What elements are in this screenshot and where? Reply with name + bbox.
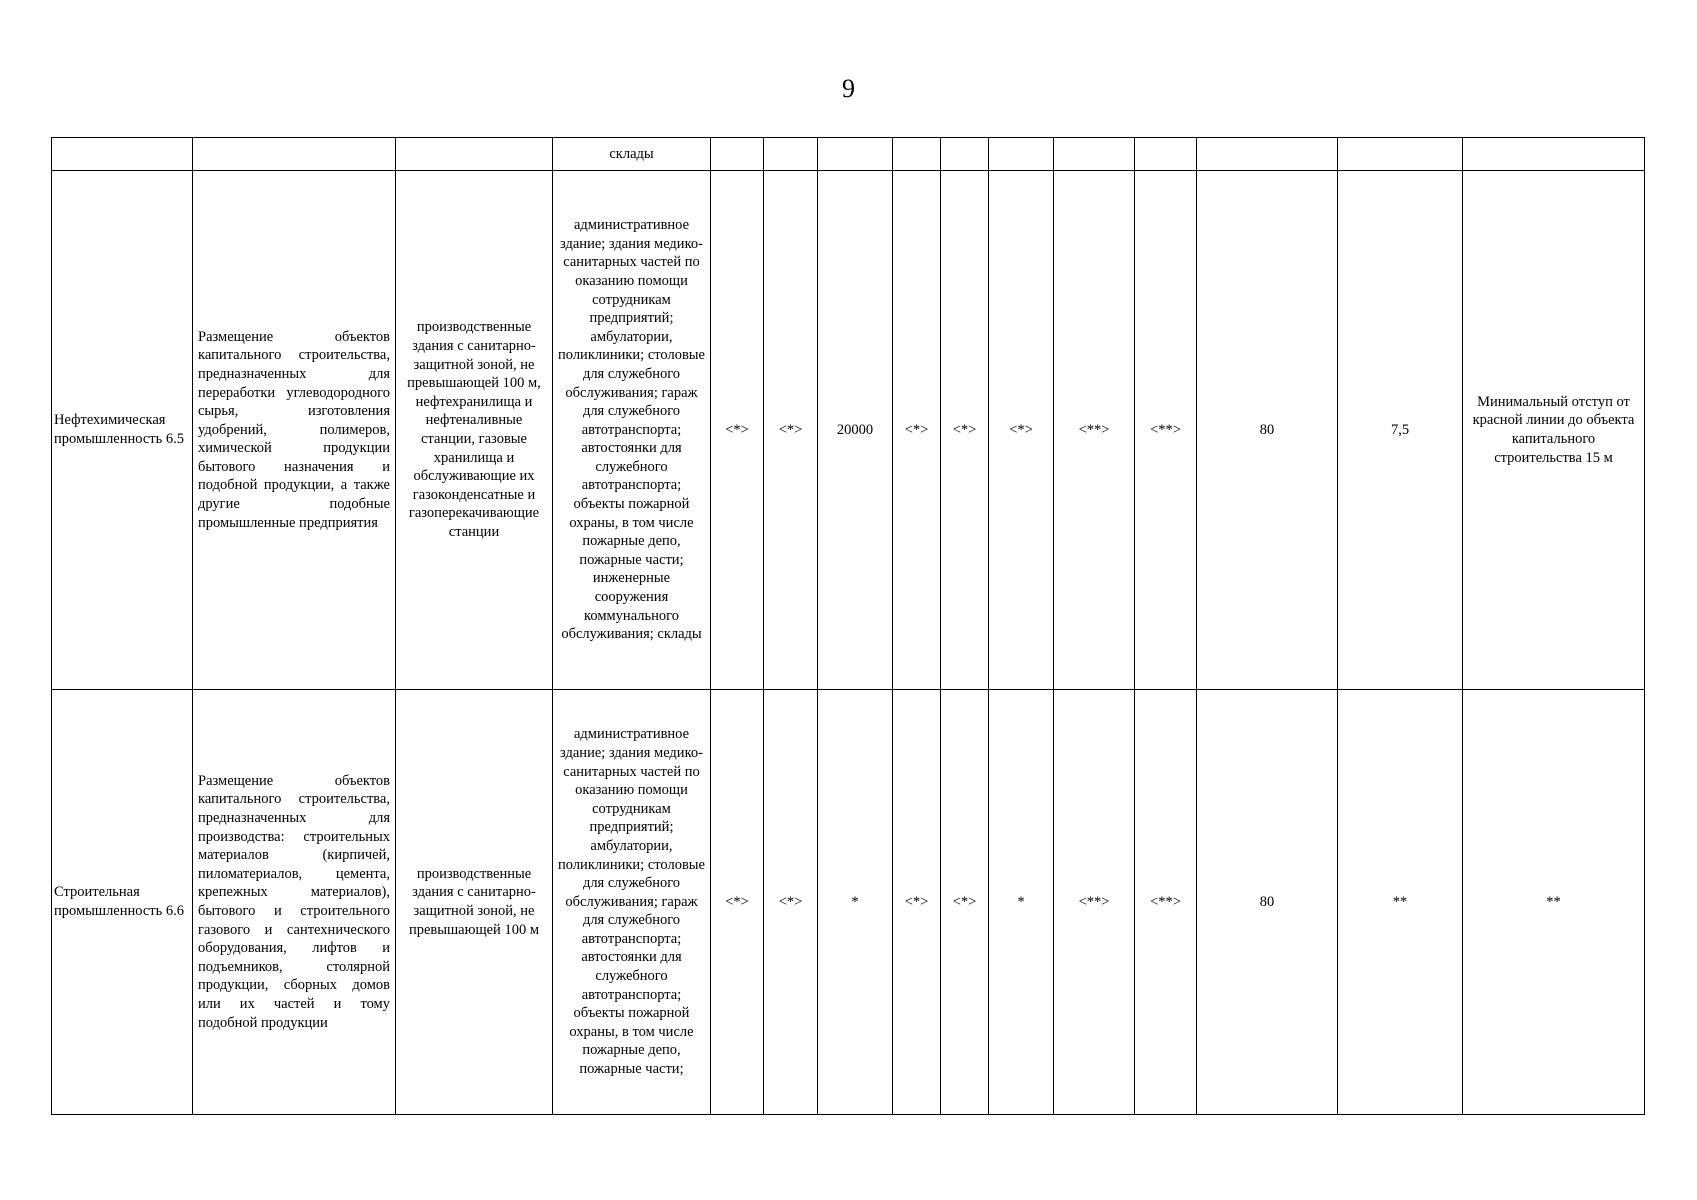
cell-use-type: Строительная промышленность 6.6: [52, 690, 193, 1115]
cell-param-1: <*>: [711, 171, 764, 690]
cell-empty: [818, 138, 893, 171]
cell-auxiliary-uses: административное здание; здания медико-санитарных частей по оказанию помощи сотрудникам предприятий; амбулатории, поликлиники; столовые для служебного обслуживания; гараж для служебного автотранспорта; автостоянки для служебного автотранспорта; объекты пожарной охраны, в том числе пожарные депо, пожарные части; инженерные сооружения коммунального обслуживания; склады: [553, 171, 711, 690]
cell-auxiliary-uses: административное здание; здания медико-санитарных частей по оказанию помощи сотрудникам предприятий; амбулатории, поликлиники; столовые для служебного обслуживания; гараж для служебного автотранспорта; автостоянки для служебного автотранспорта; объекты пожарной охраны, в том числе пожарные депо, пожарные части;: [553, 690, 711, 1115]
cell-main-uses: производственные здания с санитарно-защитной зоной, не превышающей 100 м: [396, 690, 553, 1115]
cell-auxiliary-uses-tail: склады: [553, 138, 711, 171]
cell-param-10: 7,5: [1338, 171, 1463, 690]
cell-notes: **: [1463, 690, 1645, 1115]
table-row-continuation: [52, 138, 1645, 171]
cell-empty: [1338, 138, 1463, 171]
cell-param-8: <**>: [1135, 690, 1197, 1115]
table-row-construction: [52, 690, 1645, 1115]
cell-empty: [941, 138, 989, 171]
cell-param-9: 80: [1197, 171, 1338, 690]
cell-param-7: <**>: [1054, 690, 1135, 1115]
cell-param-4: <*>: [893, 690, 941, 1115]
table-row-petrochemical: [52, 171, 1645, 690]
cell-param-8: <**>: [1135, 171, 1197, 690]
cell-empty: [1054, 138, 1135, 171]
cell-empty: [764, 138, 818, 171]
cell-param-5: <*>: [941, 690, 989, 1115]
cell-description: Размещение объектов капитального строительства, предназначенных для производства: строительных материалов (кирпичей, пиломатериалов, цемента, крепежных материалов), бытового и строительного газового и сантехнического оборудования, лифтов и подъемников, столярной продукции, сборных домов или их частей и тому подобной продукции: [193, 690, 396, 1115]
cell-param-2: <*>: [764, 171, 818, 690]
cell-param-6: <*>: [989, 171, 1054, 690]
cell-empty: [52, 138, 193, 171]
cell-param-2: <*>: [764, 690, 818, 1115]
cell-empty: [711, 138, 764, 171]
cell-use-type: Нефтехимическая промышленность 6.5: [52, 171, 193, 690]
cell-param-7: <**>: [1054, 171, 1135, 690]
cell-main-uses: производственные здания с санитарно-защитной зоной, не превышающей 100 м, нефтехранилища и нефтеналивные станции, газовые хранилища и обслуживающие их газоконденсатные и газоперекачивающие станции: [396, 171, 553, 690]
cell-empty: [989, 138, 1054, 171]
cell-param-10: **: [1338, 690, 1463, 1115]
cell-empty: [193, 138, 396, 171]
cell-empty: [1135, 138, 1197, 171]
cell-param-3: *: [818, 690, 893, 1115]
page-number: 9: [842, 74, 855, 103]
cell-param-1: <*>: [711, 690, 764, 1115]
cell-param-3: 20000: [818, 171, 893, 690]
cell-param-4: <*>: [893, 171, 941, 690]
cell-param-6: *: [989, 690, 1054, 1115]
zoning-regulations-table: [51, 137, 1645, 1115]
cell-empty: [893, 138, 941, 171]
cell-empty: [1463, 138, 1645, 171]
cell-param-5: <*>: [941, 171, 989, 690]
cell-description: Размещение объектов капитального строительства, предназначенных для переработки углеводородного сырья, изготовления удобрений, полимеров, химической продукции бытового назначения и подобной продукции, а также другие подобные промышленные предприятия: [193, 171, 396, 690]
cell-empty: [396, 138, 553, 171]
cell-param-9: 80: [1197, 690, 1338, 1115]
cell-empty: [1197, 138, 1338, 171]
cell-notes: Минимальный отступ от красной линии до объекта капитального строительства 15 м: [1463, 171, 1645, 690]
